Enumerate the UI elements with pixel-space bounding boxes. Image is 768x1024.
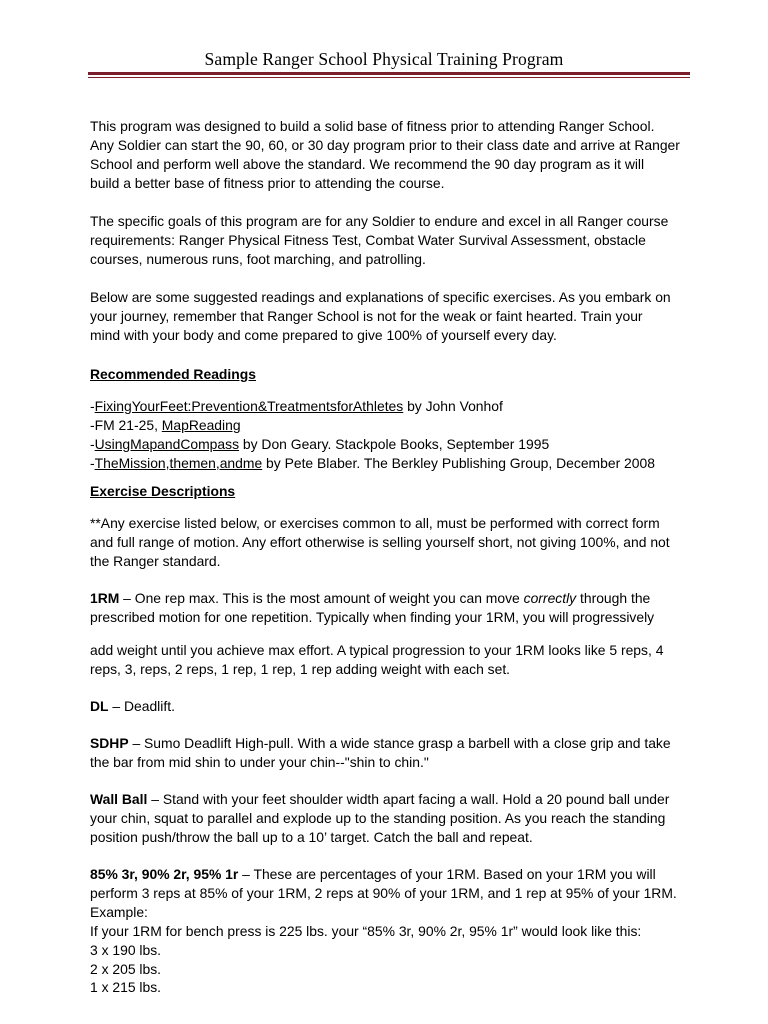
- goals-line: requirements: Ranger Physical Fitness Test, Combat Water Survival Assessment, obstacle: [90, 231, 646, 248]
- document-title: Sample Ranger School Physical Training Program: [204, 49, 564, 69]
- readings-intro-line: Below are some suggested readings and explanations of specific exercises. As you embark on: [90, 289, 671, 305]
- wall-ball-term: Wall Ball: [90, 791, 148, 807]
- reading-item: -TheMission,themen,andme by Pete Blaber. The Berkley Publishing Group, December 2008: [90, 454, 655, 471]
- one-rm-paragraph: 1RM – One rep max. This is the most amount of weight you can move correctly through the prescribed motion for one repetition. Typically when finding your 1RM, you will progressively: [90, 590, 655, 625]
- readings-intro-line: your journey, remember that Ranger School is not for the weak or faint hearted. Train your: [90, 307, 643, 324]
- intro-line: School and perform well above the standard. We recommend the 90 day program as it will: [90, 155, 645, 172]
- reading-title-link[interactable]: MapReading: [161, 416, 241, 433]
- reading-item: -FM 21-25, MapReading: [90, 416, 241, 433]
- reading-item: -FixingYourFeet:Prevention&TreatmentsforAthletes by John Vonhof: [90, 398, 503, 414]
- readings-list: [90, 397, 690, 473]
- note-line: the Ranger standard.: [90, 552, 221, 569]
- readings-intro-line: mind with your body and come prepared to give 100% of yourself every day.: [90, 326, 557, 343]
- set-line: 2 x 205 lbs.: [90, 960, 162, 977]
- deadlift-paragraph: DL – Deadlift.: [90, 698, 175, 714]
- intro-line: This program was designed to build a solid base of fitness prior to attending Ranger School.: [90, 118, 655, 134]
- reading-item: -UsingMapandCompass by Don Geary. Stackpole Books, September 1995: [90, 435, 550, 452]
- intro-line: build a better base of fitness prior to attending the course.: [90, 174, 445, 191]
- note-line: **Any exercise listed below, or exercises common to all, must be performed with correct form: [90, 515, 660, 531]
- one-rm-continued: add weight until you achieve max effort. A typical progression to your 1RM looks like 5 reps, 4 reps, 3, reps, 2 reps, 1 rep, 1 rep, 1 rep adding weight with each set.: [90, 642, 664, 677]
- note-line: and full range of motion. Any effort otherwise is selling yourself short, not giving 100%, and not: [90, 533, 670, 550]
- reading-title-link[interactable]: FixingYourFeet:Prevention&TreatmentsforAthletes: [94, 398, 404, 414]
- set-line: 1 x 215 lbs.: [90, 979, 162, 996]
- goals-line: The specific goals of this program are for any Soldier to endure and excel in all Ranger course: [90, 213, 669, 229]
- title-underline-thin: [88, 77, 690, 78]
- goals-line: courses, numerous runs, foot marching, and patrolling.: [90, 250, 426, 267]
- wall-ball-paragraph: Wall Ball – Stand with your feet shoulder width apart facing a wall. Hold a 20 pound ball under your chin, squat to parallel and explode up to the standing position. As you reach the standing position push/throw the ball up to a 10’ target. Catch the ball and repeat.: [90, 791, 670, 845]
- reading-title-link[interactable]: UsingMapandCompass: [94, 435, 240, 452]
- intro-paragraph: [90, 117, 690, 193]
- reading-title-link[interactable]: TheMission,themen,andme: [94, 454, 263, 471]
- deadlift-term: DL: [90, 698, 109, 714]
- percentages-paragraph: 85% 3r, 90% 2r, 95% 1r – These are percentages of your 1RM. Based on your 1RM you will perform 3 reps at 85% of your 1RM, 2 reps at 90% of your 1RM, and 1 rep at 95% of your 1RM. Example: If your 1RM for bench press is 225 lbs. your “85% 3r, 90% 2r, 95% 1r” would look like this: 3 x 190 lbs. 2 x 205 lbs. 1 x 215 lbs.: [90, 865, 690, 997]
- exercise-note-paragraph: [90, 514, 690, 571]
- sdhp-paragraph: SDHP – Sumo Deadlift High-pull. With a wide stance grasp a barbell with a close grip and take the bar from mid shin to under your chin--"shin to chin.": [90, 735, 671, 770]
- one-rm-term: 1RM: [90, 590, 120, 606]
- recommended-readings-heading: Recommended Readings: [90, 366, 256, 382]
- exercise-descriptions-heading: Exercise Descriptions: [90, 483, 236, 499]
- readings-intro-paragraph: [90, 288, 690, 345]
- percentages-term: 85% 3r, 90% 2r, 95% 1r: [90, 866, 239, 882]
- sdhp-term: SDHP: [90, 735, 129, 751]
- title-underline-thick: [88, 72, 690, 75]
- goals-paragraph: [90, 212, 690, 269]
- set-line: 3 x 190 lbs.: [90, 941, 162, 958]
- intro-line: Any Soldier can start the 90, 60, or 30 day program prior to their class date and arrive at Ranger: [90, 136, 680, 153]
